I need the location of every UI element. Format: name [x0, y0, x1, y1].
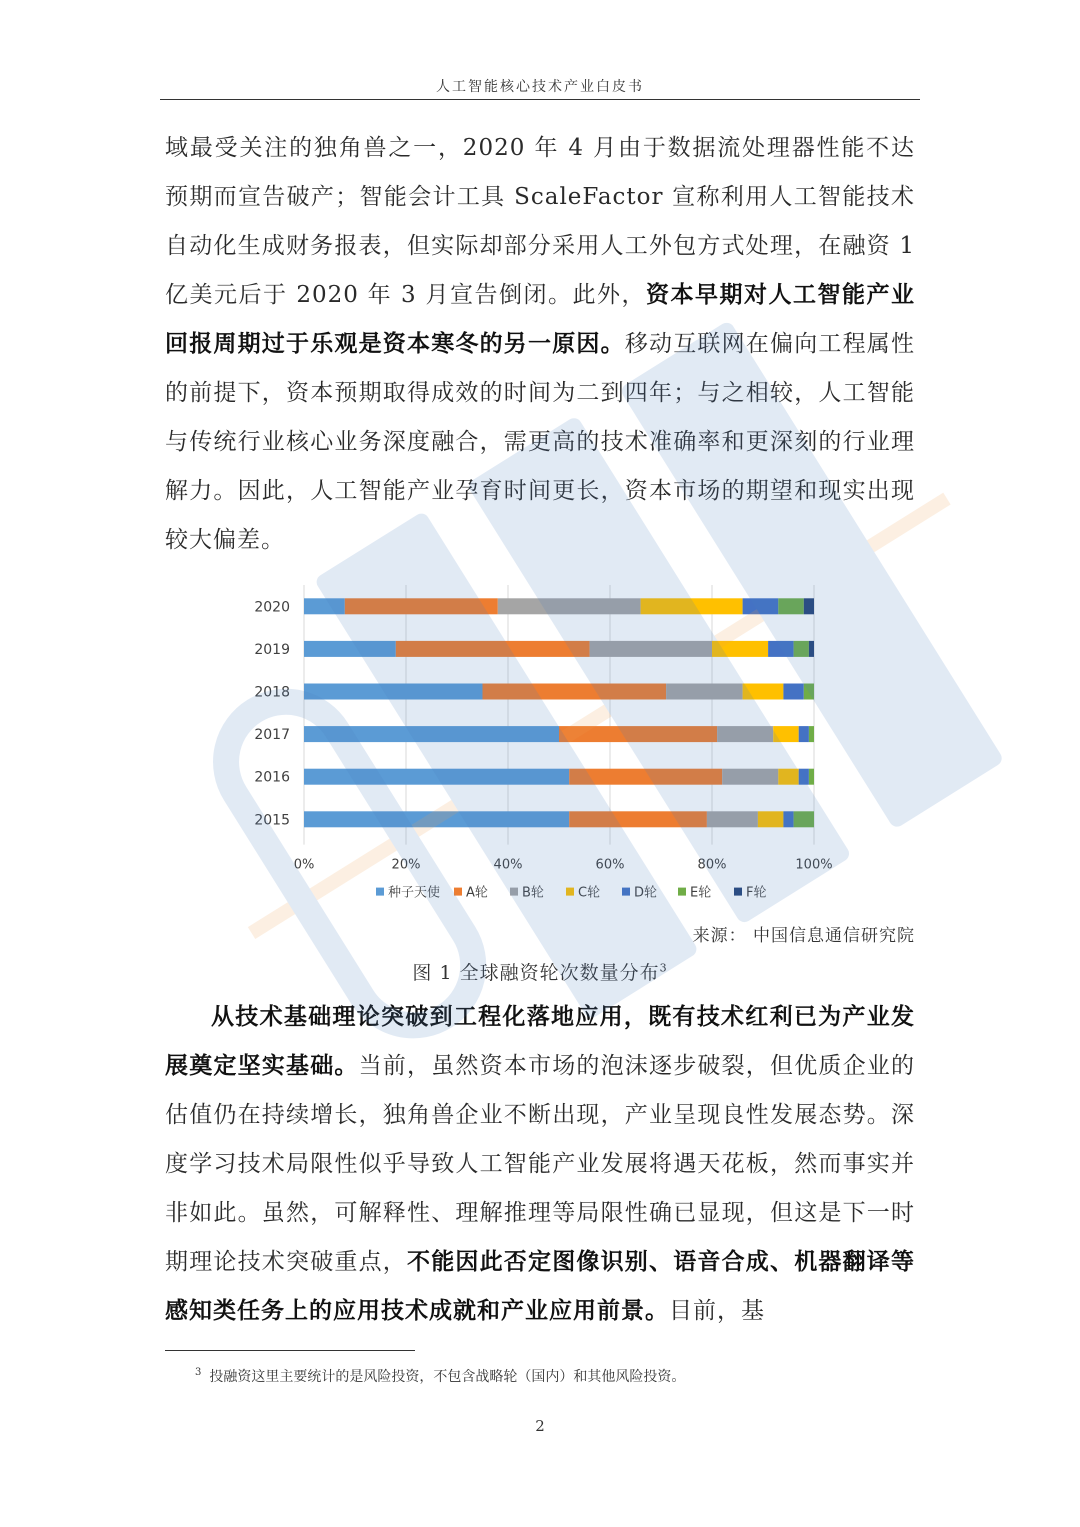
paragraph-2-text-a: 当前，虽然资本市场的泡沫逐步破裂，但优质企业的估值仍在持续增长，独角兽企业不断出现，产业呈现良性发展态势。深度学习技术局限性似乎导致人工智能产业发展将遇天花板，然而事实并非如此。虽然，可解释性、理解推理等局限性确已显现，但这是下一时期理论技术突破重点，	[165, 1053, 916, 1275]
legend-swatch	[510, 888, 518, 896]
legend-swatch	[566, 888, 574, 896]
bar-segment	[304, 641, 396, 657]
y-category-label: 2015	[254, 812, 290, 829]
bar-segment	[707, 811, 758, 827]
bar-segment	[778, 598, 804, 614]
x-tick-label: 20%	[391, 857, 421, 873]
paragraph-2-text-b: 目前，基	[669, 1298, 765, 1324]
legend-swatch	[622, 888, 630, 896]
bar-segment	[743, 684, 784, 700]
footnote	[195, 1366, 685, 1386]
legend-label: F轮	[746, 885, 767, 901]
footnote-text: 投融资这里主要统计的是风险投资，不包含战略轮（国内）和其他风险投资。	[209, 1369, 686, 1385]
legend-label: A轮	[466, 885, 488, 901]
bar-segment	[768, 641, 794, 657]
bar-segment	[569, 811, 707, 827]
paragraph-2-bold-a: 从技术基础理论突破到工程化落地应用，既有技术红利已为产业发展奠定坚实基础。	[165, 1004, 915, 1079]
bar-segment	[590, 641, 712, 657]
bar-segment	[666, 684, 743, 700]
bar-segment	[758, 811, 784, 827]
paragraph-1	[165, 124, 915, 565]
x-tick-label: 80%	[697, 857, 727, 873]
x-tick-label: 0%	[293, 857, 315, 873]
running-header: 人工智能核心技术产业白皮书	[436, 79, 644, 95]
y-category-label: 2018	[254, 684, 290, 701]
paragraph-1-text-a: 域最受关注的独角兽之一，2020 年 4 月由于数据流处理器性能不达预期而宣告破产；智能会计工具 ScaleFactor 宣称利用人工智能技术自动化生成财务报表，但实际却部分采用人工外包方式处理，在融资 1 亿美元后于 2020 年 3 月宣告倒闭。此外，	[165, 135, 915, 308]
bar-segment	[778, 769, 798, 785]
bar-segment	[304, 726, 559, 742]
x-tick-label: 40%	[493, 857, 523, 873]
bar-segment	[804, 684, 814, 700]
bar-segment	[799, 769, 809, 785]
bar-segment	[559, 726, 717, 742]
bar-segment	[483, 684, 667, 700]
y-category-label: 2019	[254, 641, 290, 658]
bar-segment	[304, 769, 569, 785]
figure-source: 来源： 中国信息通信研究院	[692, 926, 915, 946]
bar-segment	[794, 641, 809, 657]
bar-segment	[712, 641, 768, 657]
bar-segment	[773, 726, 799, 742]
bar-segment	[809, 769, 814, 785]
bar-segment	[569, 769, 722, 785]
bar-segment	[799, 726, 809, 742]
bar-segment	[809, 726, 814, 742]
legend-label: E轮	[690, 885, 712, 901]
paragraph-1-bold: 资本早期对人工智能产业回报周期过于乐观是资本寒冬的另一原因。	[165, 282, 915, 357]
paragraph-1-text-b: 移动互联网在偏向工程属性的前提下，资本预期取得成效的时间为二到四年；与之相较，人工智能与传统行业核心业务深度融合，需更高的技术准确率和更深刻的行业理解力。因此，人工智能产业孕育时间更长，资本市场的期望和现实出现较大偏差。	[165, 331, 916, 553]
x-tick-label: 60%	[595, 857, 625, 873]
bar-segment	[809, 641, 814, 657]
bar-segment	[498, 598, 641, 614]
header-rule	[160, 99, 920, 100]
chart-svg	[240, 585, 840, 905]
y-category-label: 2017	[254, 727, 290, 744]
bar-segment	[396, 641, 590, 657]
bar-segment	[783, 811, 793, 827]
paragraph-2-bold-b: 不能因此否定图像识别、语音合成、机器翻译等感知类任务上的应用技术成就和产业应用前景。	[165, 1249, 916, 1324]
legend-label: B轮	[522, 885, 544, 901]
legend-swatch	[376, 888, 384, 896]
figure-caption-text: 图 1 全球融资轮次数量分布	[412, 962, 660, 984]
bar-segment	[794, 811, 814, 827]
funding-round-chart	[240, 585, 840, 905]
legend-label: D轮	[634, 885, 658, 901]
bar-segment	[743, 598, 779, 614]
footnote-mark: 3	[195, 1367, 202, 1379]
legend-swatch	[454, 888, 462, 896]
bar-segment	[717, 726, 773, 742]
y-category-label: 2020	[254, 599, 290, 616]
footnote-rule	[165, 1350, 415, 1351]
bar-segment	[804, 598, 814, 614]
figure-caption	[165, 958, 915, 985]
bar-segment	[345, 598, 498, 614]
y-category-label: 2016	[254, 769, 290, 786]
bar-segment	[304, 684, 483, 700]
footnote-ref[interactable]: 3	[659, 961, 668, 975]
paragraph-2	[165, 993, 915, 1336]
bar-segment	[722, 769, 778, 785]
legend-swatch	[734, 888, 742, 896]
legend-label: C轮	[578, 885, 601, 901]
bar-segment	[641, 598, 743, 614]
page-number: 2	[535, 1417, 545, 1435]
bar-segment	[783, 684, 803, 700]
x-tick-label: 100%	[795, 857, 833, 873]
legend-label: 种子天使	[388, 885, 441, 901]
bar-segment	[304, 598, 345, 614]
legend-swatch	[678, 888, 686, 896]
bar-segment	[304, 811, 569, 827]
